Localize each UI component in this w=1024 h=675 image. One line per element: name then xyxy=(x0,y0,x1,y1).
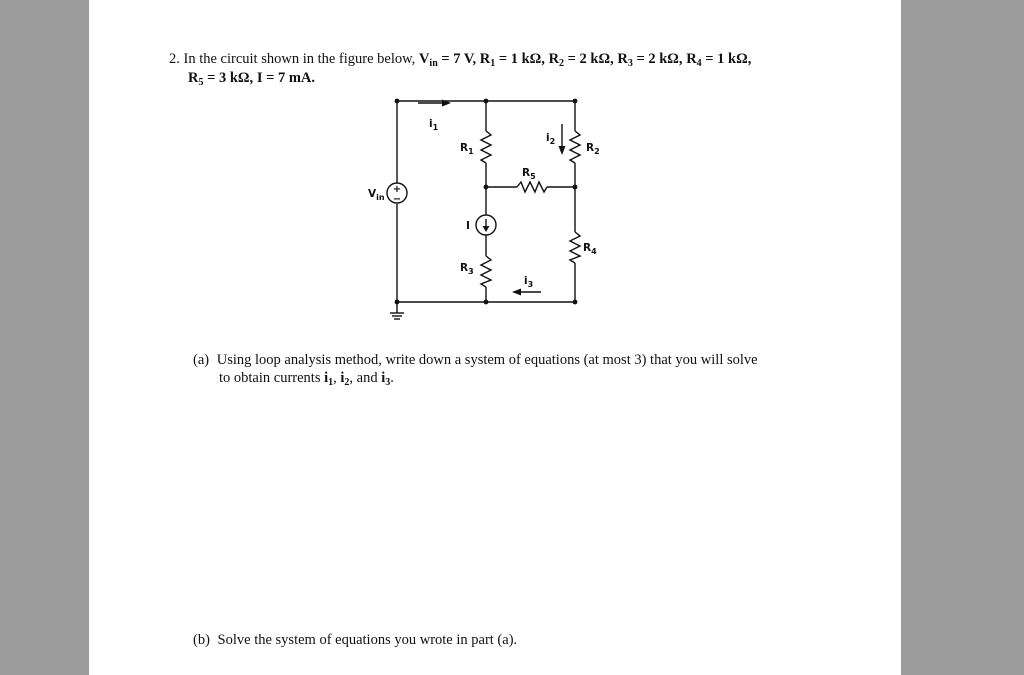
part-a-label: (a) xyxy=(193,352,210,368)
label-current-source-i: I xyxy=(466,220,470,232)
part-b-text: Solve the system of equations you wrote in part (a). xyxy=(217,632,518,648)
vin-plus-sign: + xyxy=(392,184,402,195)
resistor-r4-zigzag xyxy=(570,232,580,263)
node xyxy=(484,300,489,305)
resistor-r5-zigzag xyxy=(517,182,547,192)
given-r3: $R_3 = 2$ kΩ, xyxy=(617,51,683,69)
given-r5: $R_5 = 3$ kΩ, xyxy=(188,70,254,88)
node xyxy=(395,300,400,305)
i2-arrow-head xyxy=(559,146,566,155)
label-r1: $R_1$ xyxy=(460,142,474,156)
label-vin: $V_{in}$ xyxy=(368,188,385,202)
label-i2: $i_2$ xyxy=(546,132,556,146)
given-r1: $R_1 = 1$ kΩ, xyxy=(479,51,545,69)
part-b xyxy=(193,631,517,649)
node xyxy=(395,99,400,104)
current-i1: $i_1$ xyxy=(324,370,334,388)
label-r4: $R_4$ xyxy=(583,242,597,256)
current-i3: $i_3$ xyxy=(381,370,391,388)
label-i3: $i_3$ xyxy=(524,275,534,289)
part-a-text: Using loop analysis method, write down a system of equations (at most 3) that you will solve xyxy=(216,352,758,368)
document-page xyxy=(89,0,901,675)
node xyxy=(573,99,578,104)
label-r2: $R_2$ xyxy=(586,142,600,156)
problem-intro: In the circuit shown in the figure below, xyxy=(183,51,416,67)
label-r5: $R_5$ xyxy=(522,167,536,181)
node xyxy=(484,99,489,104)
part-b-label: (b) xyxy=(193,632,210,648)
given-vin: $V_{in} = 7$ V, xyxy=(418,51,477,69)
label-i1: $i_1$ xyxy=(429,118,439,132)
current-i2: $i_2$ xyxy=(340,370,350,388)
label-r3: $R_3$ xyxy=(460,262,474,276)
resistor-r2-zigzag xyxy=(570,131,580,163)
problem-number: 2. xyxy=(169,51,180,67)
part-a-line2: to obtain currents $i_1$, $i_2$, and $i_3$. xyxy=(219,370,394,388)
given-r4: $R_4 = 1$ kΩ, xyxy=(686,51,752,69)
i3-arrow-head xyxy=(512,289,521,296)
part-a-line1 xyxy=(193,351,758,369)
given-r2: $R_2 = 2$ kΩ, xyxy=(548,51,614,69)
node xyxy=(573,300,578,305)
vin-minus-sign: − xyxy=(392,194,402,205)
node xyxy=(573,185,578,190)
circuit-diagram xyxy=(89,0,901,330)
current-source-arrow-head xyxy=(483,226,490,232)
node xyxy=(484,185,489,190)
given-i: I = 7 mA. xyxy=(256,70,316,86)
resistor-r3-zigzag xyxy=(481,256,491,287)
resistor-r1-zigzag xyxy=(481,131,491,163)
